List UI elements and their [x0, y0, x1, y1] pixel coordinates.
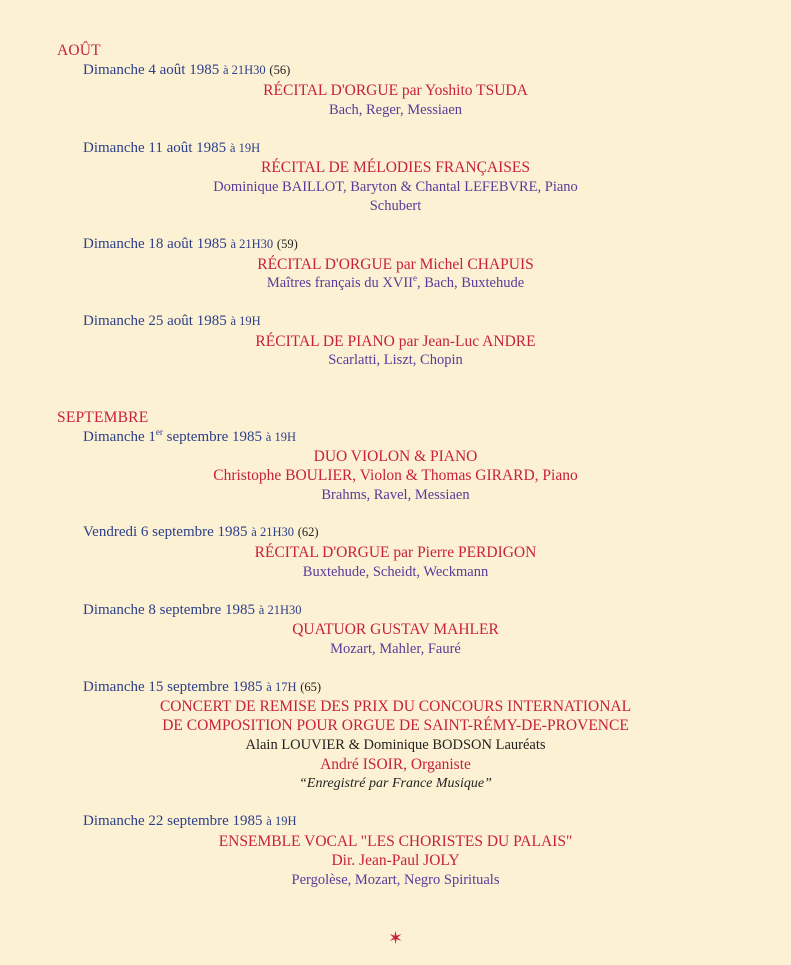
event-program: Pergolèse, Mozart, Negro Spirituals [291, 872, 500, 888]
event-title-line2: DE COMPOSITION POUR ORGUE DE SAINT-RÉMY-DE-PROVENCE [162, 717, 629, 734]
event-date: Dimanche 25 août 1985 [83, 313, 227, 329]
event-title: RÉCITAL DE PIANO par Jean-Luc ANDRE [255, 333, 536, 350]
event-note: (59) [276, 237, 298, 251]
event-date: Vendredi 6 septembre 1985 [83, 524, 248, 540]
event-date-line [83, 140, 260, 157]
event-time: à 21H30 [251, 525, 294, 539]
event-laureates: Alain LOUVIER & Dominique BODSON Lauréats [245, 737, 546, 753]
event-program: Buxtehude, Scheidt, Weckmann [302, 564, 489, 580]
event-time: à 17H [266, 680, 297, 694]
event-title: RÉCITAL D'ORGUE par Yoshito TSUDA [263, 82, 528, 99]
event-title: QUATUOR GUSTAV MAHLER [292, 621, 499, 638]
event-program: Mozart, Mahler, Fauré [330, 641, 461, 657]
event-date: Dimanche 15 septembre 1985 [83, 679, 263, 695]
event-date-line [83, 813, 296, 830]
event-time: à 19H [265, 430, 296, 444]
event-note: (56) [269, 63, 291, 77]
event-note: (62) [297, 525, 319, 539]
event-time: à 19H [229, 141, 261, 155]
event-time: à 19H [230, 314, 261, 328]
event-date: Dimanche 18 août 1985 [83, 236, 227, 252]
event-title: RÉCITAL D'ORGUE par Pierre PERDIGON [254, 544, 537, 561]
event-program: Brahms, Ravel, Messiaen [321, 487, 470, 503]
event-date-line [83, 602, 301, 619]
event-program: Scarlatti, Liszt, Chopin [328, 352, 463, 368]
event-title-line1: CONCERT DE REMISE DES PRIX DU CONCOURS INTERNATIONAL [159, 698, 632, 715]
event-time: à 21H30 [258, 603, 302, 617]
event-time: à 19H [266, 814, 297, 828]
event-title: ENSEMBLE VOCAL "LES CHORISTES DU PALAIS" [218, 833, 573, 850]
event-date: Dimanche 11 août 1985 [83, 140, 227, 156]
month-heading-aout: AOÛT [57, 42, 101, 59]
event-date: Dimanche 8 septembre 1985 [83, 602, 256, 618]
event-date: Dimanche 22 septembre 1985 [83, 813, 263, 829]
event-date-line [83, 313, 261, 330]
event-time: à 21H30 [230, 237, 274, 251]
star-ornament-icon: ✶ [387, 928, 404, 948]
event-date-line [83, 429, 296, 446]
event-date-line [83, 679, 321, 696]
event-date-line [83, 524, 319, 541]
event-title: RÉCITAL DE MÉLODIES FRANÇAISES [260, 159, 530, 176]
event-date-line [83, 236, 298, 253]
event-date: Dimanche 4 août 1985 [83, 62, 220, 78]
event-program: Schubert [369, 198, 422, 214]
event-recording-note: “Enregistré par France Musique” [299, 776, 492, 791]
event-program: Bach, Reger, Messiaen [328, 102, 463, 118]
event-director: Dir. Jean-Paul JOLY [331, 852, 460, 869]
event-title: RÉCITAL D'ORGUE par Michel CHAPUIS [257, 256, 534, 273]
event-date: Dimanche 1er septembre 1985 [83, 427, 263, 445]
event-program: Maîtres français du XVIIe, Bach, Buxtehude [266, 273, 525, 291]
event-organist: André ISOIR, Organiste [320, 756, 471, 773]
event-note: (65) [300, 680, 322, 694]
event-title: DUO VIOLON & PIANO [313, 448, 478, 465]
event-date-line [83, 62, 290, 79]
month-heading-septembre: SEPTEMBRE [57, 409, 149, 426]
event-performers: Christophe BOULIER, Violon & Thomas GIRARD, Piano [213, 467, 578, 484]
event-performers: Dominique BAILLOT, Baryton & Chantal LEFEBVRE, Piano [213, 179, 578, 195]
event-time: à 21H30 [222, 63, 266, 77]
